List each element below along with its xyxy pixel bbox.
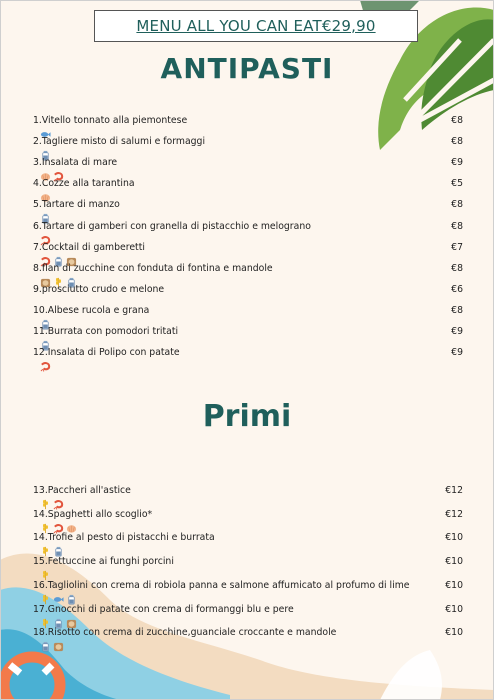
- milk-icon: [53, 614, 64, 626]
- menu-item-name: 12.Insalata di Polipo con patate: [33, 347, 180, 359]
- menu-item-name: 6.Tartare di gamberi con granella di pistacchio e melograno: [33, 220, 311, 232]
- menu-item-name: 3.Insalata di mare: [33, 157, 118, 169]
- menu-item-price: €8: [451, 199, 463, 211]
- menu-item-price: €9: [451, 347, 463, 359]
- allergen-icons: [40, 637, 64, 649]
- menu-item: [33, 115, 463, 137]
- menu-item-price: €9: [451, 157, 463, 169]
- menu-item-price: €10: [445, 532, 463, 544]
- menu-item-name: 5.Tartare di manzo: [33, 199, 120, 211]
- wheat-icon: [40, 590, 51, 602]
- menu-item-name: 8.flan di zucchine con fonduta di fontina e mandole: [33, 262, 273, 274]
- menu-item: [33, 627, 463, 649]
- milk-icon: [53, 542, 64, 554]
- shrimp-icon: [40, 357, 51, 369]
- menu-item-price: €8: [451, 115, 463, 126]
- wheat-icon: [40, 542, 51, 554]
- shellfish-icon: [66, 519, 77, 531]
- menu-item-name: 15.Fettuccine ai funghi porcini: [33, 556, 174, 568]
- menu-item: [33, 347, 463, 369]
- section-title-primi: Primi: [202, 399, 292, 434]
- menu-item: [33, 509, 463, 531]
- menu-item: [33, 178, 463, 200]
- menu-item-price: €10: [445, 556, 463, 568]
- allergen-icons: [40, 519, 77, 531]
- menu-item: [33, 284, 463, 306]
- menu-item: [33, 326, 463, 348]
- menu-item: [33, 532, 463, 554]
- menu-item: [33, 157, 463, 179]
- menu-item-price: €10: [445, 603, 463, 615]
- menu-item-price: €8: [451, 220, 463, 232]
- menu-item-price: €8: [451, 136, 463, 148]
- menu-item-name: 16.Tagliolini con crema di robiola panna e salmone affumicato al profumo di lime: [33, 579, 410, 591]
- milk-icon: [40, 637, 51, 649]
- allergen-icons: [40, 614, 77, 626]
- menu-item-name: 9.prosciutto crudo e melone: [33, 283, 165, 295]
- menu-item-price: €10: [445, 579, 463, 591]
- menu-price-banner: MENU ALL YOU CAN EAT€29,90: [94, 10, 418, 42]
- menu-item: [33, 580, 463, 602]
- allergen-icons: [40, 590, 77, 602]
- menu-item: [33, 242, 463, 264]
- menu-item: [33, 305, 463, 327]
- milk-icon: [66, 590, 77, 602]
- menu-item-name: 14.Trofie al pesto di pistacchi e burrata: [33, 532, 215, 544]
- shrimp-icon: [53, 519, 64, 531]
- section-title-antipasti: ANTIPASTI: [160, 52, 334, 85]
- menu-item-price: €7: [451, 241, 463, 253]
- menu-item: [33, 485, 463, 507]
- menu-item-price: €12: [445, 485, 463, 496]
- menu-item-price: €6: [451, 283, 463, 295]
- menu-item: [33, 604, 463, 626]
- shrimp-icon: [53, 495, 64, 507]
- menu-item-name: 11.Burrata con pomodori tritati: [33, 326, 179, 337]
- menu-item-name: 17.Gnocchi di patate con crema di formanggi blu e pere: [33, 603, 294, 615]
- menu-item-name: 1.Vitello tonnato alla piemontese: [33, 115, 188, 126]
- menu-item-name: 13.Paccheri all'astice: [33, 485, 131, 496]
- wheat-icon: [40, 519, 51, 531]
- menu-item-price: €10: [445, 627, 463, 639]
- menu-item-price: €12: [445, 508, 463, 520]
- menu-item-name: 14.Spaghetti allo scoglio*: [33, 508, 153, 520]
- fish-icon: [53, 590, 64, 602]
- menu-item-name: 2.Tagliere misto di salumi e formaggi: [33, 136, 206, 148]
- wheat-icon: [40, 614, 51, 626]
- menu-item-name: 4.Cozze alla tarantina: [33, 178, 135, 190]
- allergen-icons: [40, 495, 64, 507]
- menu-item: [33, 556, 463, 578]
- wheat-icon: [40, 566, 51, 578]
- menu-item: [33, 199, 463, 221]
- menu-item: [33, 221, 463, 243]
- menu-item-price: €8: [451, 304, 463, 316]
- nut-icon: [66, 614, 77, 626]
- allergen-icons: [40, 566, 51, 578]
- nut-icon: [53, 637, 64, 649]
- menu-item-name: 10.Albese rucola e grana: [33, 304, 150, 316]
- wheat-icon: [40, 495, 51, 507]
- menu-item: [33, 136, 463, 158]
- allergen-icons: [40, 357, 51, 369]
- menu-item: [33, 263, 463, 285]
- menu-item-price: €5: [451, 178, 463, 190]
- menu-item-name: 7.Cocktail di gamberetti: [33, 241, 145, 253]
- menu-item-price: €9: [451, 326, 463, 337]
- menu-item-price: €8: [451, 262, 463, 274]
- allergen-icons: [40, 542, 64, 554]
- menu-item-name: 18.Risotto con crema di zucchine,guanciale croccante e mandole: [33, 627, 337, 639]
